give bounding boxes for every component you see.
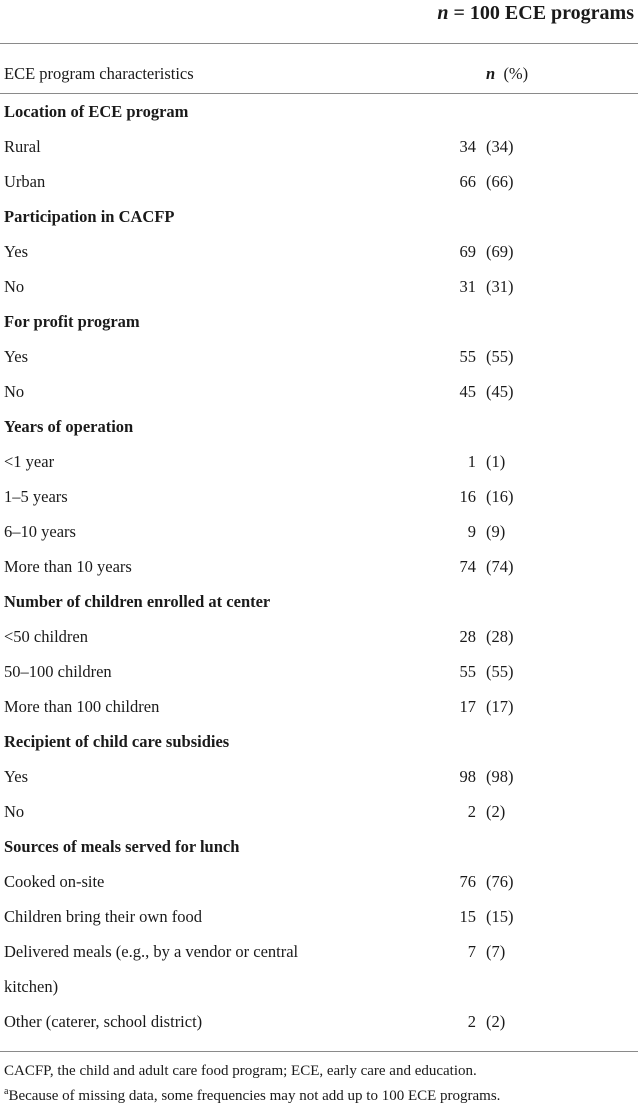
top-rule (0, 43, 638, 44)
row-count: 1 (467, 452, 476, 471)
row-count: 34 (459, 137, 476, 156)
table-row (0, 794, 638, 829)
row-count: 7 (467, 942, 476, 961)
row-percent: (98) (486, 767, 514, 786)
row-percent: (55) (486, 347, 514, 366)
row-count: 31 (459, 277, 476, 296)
row-count: 69 (459, 242, 476, 261)
row-label: Cooked on-site (4, 872, 105, 891)
table-row (0, 689, 638, 724)
section-header-row (0, 199, 638, 234)
row-label (4, 934, 298, 1004)
footnote-abbreviations: CACFP, the child and adult care food program; ECE, early care and education. (4, 1063, 477, 1079)
row-percent: (31) (486, 277, 514, 296)
row-percent: (2) (486, 1012, 506, 1031)
row-count: 2 (467, 1012, 476, 1031)
sample-size-label: 100 ECE programs (469, 2, 634, 24)
row-percent: (1) (486, 452, 506, 471)
row-label: Other (caterer, school district) (4, 1012, 203, 1031)
section-header-row (0, 584, 638, 619)
row-percent: (76) (486, 872, 514, 891)
row-label-line-1: Delivered meals (e.g., by a vendor or central (4, 942, 299, 961)
section-header-row (0, 304, 638, 339)
table-row (0, 444, 638, 479)
row-label: 6–10 years (4, 522, 76, 541)
row-count: 9 (467, 522, 476, 541)
row-label: No (4, 382, 25, 401)
sample-size-header (437, 2, 634, 25)
equals-sign: = (448, 2, 470, 24)
table-row (0, 899, 638, 934)
row-percent: (17) (486, 697, 514, 716)
row-percent: (28) (486, 627, 514, 646)
column-header-n (486, 64, 528, 84)
footnote-missing-data (4, 1086, 500, 1105)
row-percent: (45) (486, 382, 514, 401)
row-percent: (15) (486, 907, 514, 926)
section-header-row (0, 409, 638, 444)
row-percent: (16) (486, 487, 514, 506)
row-label: No (4, 802, 25, 821)
row-count: 2 (467, 802, 476, 821)
row-percent: (74) (486, 557, 514, 576)
row-count: 66 (459, 172, 476, 191)
row-percent: (9) (486, 522, 506, 541)
table-row (0, 374, 638, 409)
table-row (0, 619, 638, 654)
section-label: Number of children enrolled at center (4, 592, 271, 611)
row-label: Yes (4, 242, 29, 261)
row-label-line-2: kitchen) (4, 977, 59, 996)
section-label: For profit program (4, 312, 140, 331)
table-row (0, 654, 638, 689)
column-header-pct: (%) (503, 64, 529, 83)
table-row (0, 934, 638, 1004)
row-count: 28 (459, 627, 476, 646)
row-label: Rural (4, 137, 41, 156)
column-header-characteristics: ECE program characteristics (4, 64, 194, 83)
row-percent: (55) (486, 662, 514, 681)
column-header-n-symbol: n (486, 64, 496, 83)
row-label: Yes (4, 767, 29, 786)
table-row (0, 759, 638, 794)
row-label: Yes (4, 347, 29, 366)
row-count: 55 (459, 347, 476, 366)
section-header-row (0, 94, 638, 129)
table-row (0, 479, 638, 514)
table-row (0, 269, 638, 304)
row-label: <50 children (4, 627, 88, 646)
row-label: Urban (4, 172, 46, 191)
row-percent: (7) (486, 942, 506, 961)
row-percent: (69) (486, 242, 514, 261)
row-label: 50–100 children (4, 662, 112, 681)
footnote-missing-data-text: Because of missing data, some frequencies may not add up to 100 ECE programs. (8, 1088, 501, 1104)
row-percent: (34) (486, 137, 514, 156)
row-count: 17 (459, 697, 476, 716)
footnote-mark: a (4, 1086, 9, 1097)
table-row (0, 129, 638, 164)
row-count: 15 (459, 907, 476, 926)
section-label: Location of ECE program (4, 102, 189, 121)
row-percent: (2) (486, 802, 506, 821)
table-row (0, 864, 638, 899)
row-count: 45 (459, 382, 476, 401)
row-label: No (4, 277, 25, 296)
row-label: More than 100 children (4, 697, 160, 716)
section-header-row (0, 724, 638, 759)
row-label: Children bring their own food (4, 907, 202, 926)
row-percent: (66) (486, 172, 514, 191)
table-row (0, 234, 638, 269)
table-row (0, 1004, 638, 1039)
section-header-row (0, 829, 638, 864)
row-count: 98 (459, 767, 476, 786)
n-symbol: n (437, 2, 449, 24)
table-row (0, 164, 638, 199)
table-row (0, 339, 638, 374)
table-row (0, 514, 638, 549)
table-row (0, 549, 638, 584)
bottom-rule (0, 1051, 638, 1052)
row-count: 16 (459, 487, 476, 506)
row-label: <1 year (4, 452, 55, 471)
row-count: 74 (459, 557, 476, 576)
row-count: 76 (459, 872, 476, 891)
section-label: Recipient of child care subsidies (4, 732, 230, 751)
row-count: 55 (459, 662, 476, 681)
section-label: Sources of meals served for lunch (4, 837, 240, 856)
row-label: 1–5 years (4, 487, 68, 506)
section-label: Participation in CACFP (4, 207, 175, 226)
row-label: More than 10 years (4, 557, 132, 576)
section-label: Years of operation (4, 417, 134, 436)
